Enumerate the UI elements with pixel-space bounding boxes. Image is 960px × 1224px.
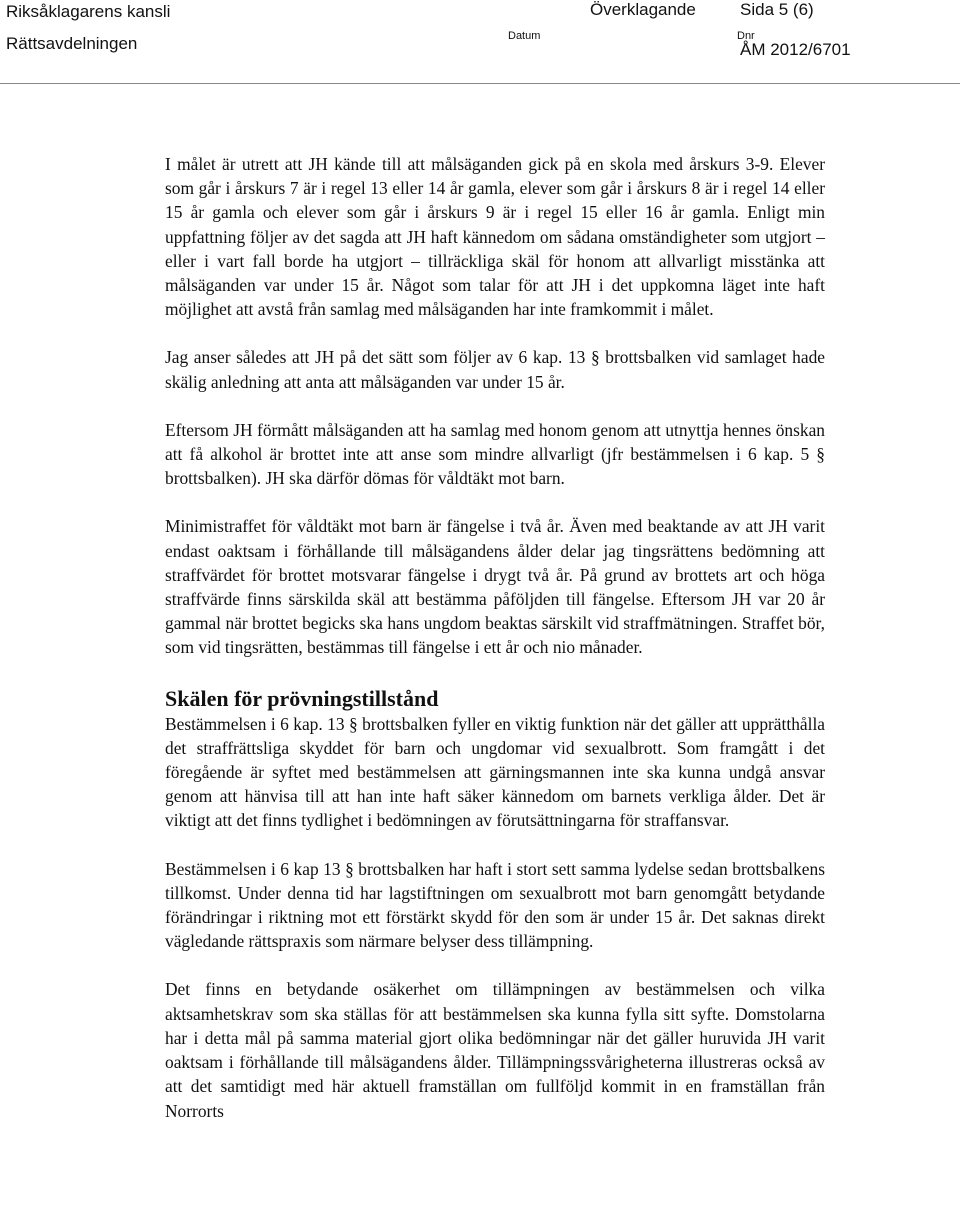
department-name: Rättsavdelningen: [6, 34, 138, 53]
paragraph: Minimistraffet för våldtäkt mot barn är fängelse i två år. Även med beaktande av att JH varit endast oaktsam i förhållande till målsägandens ålder delar jag tingsrättens bedömning att straffvärdet för brottet motsvarar fängelse i drygt två år. På grund av brottets art och höga straffvärde finns särskilda skäl att bestämma påföljden till fängelse. Eftersom JH var 20 år gammal när brottet begicks ska hans ungdom beaktas särskilt vid straffmätningen. Straffet bör, som vid tingsrätten, bestämmas till fängelse i ett år och nio månader.: [165, 516, 825, 658]
document-body: [165, 152, 825, 1123]
header-divider: [0, 83, 960, 84]
paragraph: Det finns en betydande osäkerhet om tillämpningen av bestämmelsen och vilka aktsamhetskrav som ska ställas för att bestämmelsen ska kunna fylla sitt syfte. Domstolarna har i detta mål på samma material gjort olika bedömningar när det gäller huruvida JH varit oaktsam i förhållande till målsägandens ålder. Tillämpningssvårigheterna illustreras också av att det samtidigt med här aktuell framställan om fullföljd kommit in en framställan från Norrorts: [165, 979, 825, 1121]
paragraph: Bestämmelsen i 6 kap. 13 § brottsbalken fyller en viktig funktion när det gäller att upprätthålla det straffrättsliga skyddet för barn och ungdomar vid sexualbrott. Som framgått i det föregående är syftet med bestämmelsen att gärningsmannen inte ska kunna undgå ansvar genom att hänvisa till att han inte haft säker kännedom om barnets verkliga ålder. Det är viktigt att det finns tydlighet i bedömningen av förutsättningarna för straffansvar.: [165, 713, 825, 831]
paragraph: Jag anser således att JH på det sätt som följer av 6 kap. 13 § brottsbalken vid samlaget hade skälig anledning att anta att målsäganden var under 15 år.: [165, 347, 825, 392]
document-type: Överklagande: [590, 0, 696, 19]
paragraph: Eftersom JH förmått målsäganden att ha samlag med honom genom att utnyttja hennes önskan att få alkohol är brottet inte att anse som mindre allvarligt (jfr bestämmelsen i 6 kap. 5 § brottsbalken). JH ska därför dömas för våldtäkt mot barn.: [165, 419, 825, 489]
office-name: Riksåklagarens kansli: [6, 2, 171, 21]
paragraph: Bestämmelsen i 6 kap 13 § brottsbalken har haft i stort sett samma lydelse sedan brottsbalkens tillkomst. Under denna tid har lagstiftningen om sexualbrott mot barn genomgått betydande förändringar i riktning mot ett förstärkt skydd för den som är under 15 år. Det saknas direkt vägledande rättspraxis som närmare belyser dess tillämpning.: [165, 858, 825, 952]
dnr-label: Dnr: [737, 30, 755, 42]
dnr-value: ÅM 2012/6701: [740, 40, 851, 59]
date-label: Datum: [508, 30, 541, 42]
paragraph: I målet är utrett att JH kände till att målsäganden gick på en skola med årskurs 3-9. Elever som går i årskurs 7 är i regel 13 eller 14 år gamla, elever som går i årskurs 8 är i regel 14 eller 15 år gamla och elever som går i årskurs 9 är i regel 15 eller 16 år gamla. Enligt min uppfattning följer av det sagda att JH haft kännedom om sådana omständigheter som utgjort – eller i vart fall borde ha utgjort – tillräckliga skäl för honom att allvarligt misstänka att målsäganden var under 15 år. Något som talar för att JH i det uppkomna läget inte haft möjlighet att avstå från samlag med målsäganden har inte framkommit i målet.: [165, 154, 825, 320]
section-heading: Skälen för prövningstillstånd: [165, 685, 439, 711]
page-number: Sida 5 (6): [740, 0, 814, 19]
